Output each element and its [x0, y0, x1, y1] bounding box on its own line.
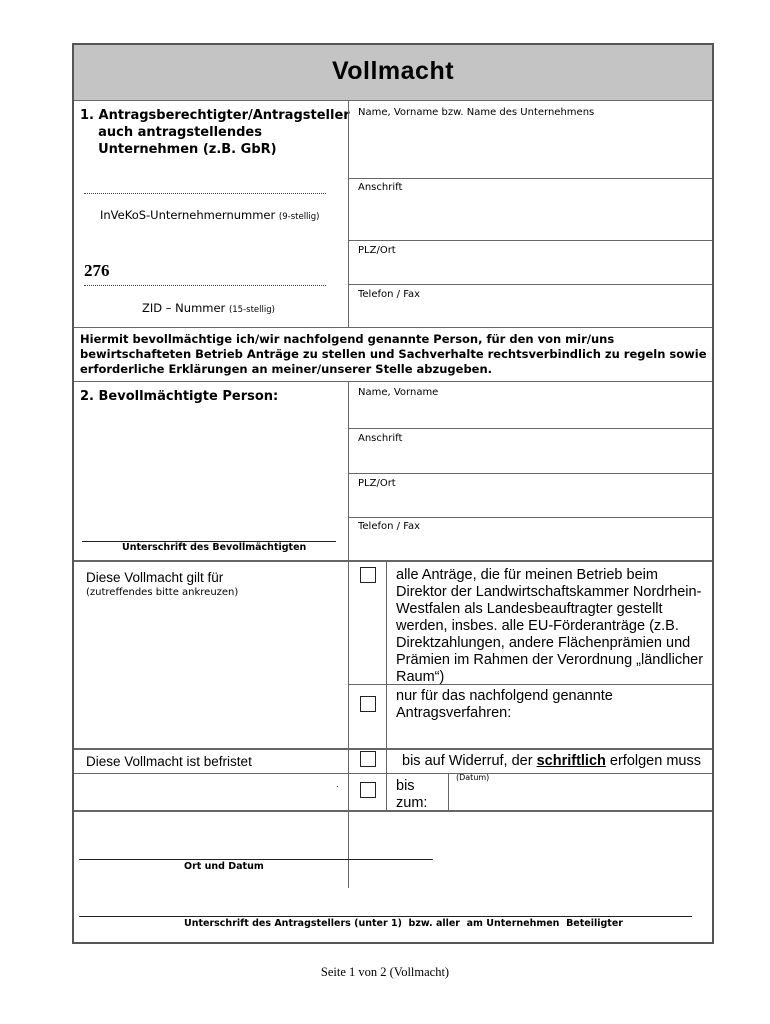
revoke-emphasis: schriftlich	[536, 753, 606, 769]
section1-phone-field[interactable]: Telefon / Fax	[358, 289, 421, 300]
validity-label: Diese Vollmacht gilt für	[86, 570, 224, 585]
page-footer: Seite 1 von 2 (Vollmacht)	[320, 965, 450, 979]
section2-zip-field[interactable]: PLZ/Ort	[358, 478, 396, 489]
section1-name-field[interactable]: Name, Vorname bzw. Name des Unternehmens	[358, 107, 595, 118]
term-label: Diese Vollmacht ist befristet	[86, 754, 252, 769]
option-all-text: alle Anträge, die für meinen Betrieb beim Direktor der Landwirtschaftskammer Nordrhein-Westfalen als Landesbeauftragter gestellt werden, insbes. alle EU-Förderanträge (z.B. Direktzahlungen, andere Flächenprämien und Prämien im Rahmen der Verordnung „ländlicher Raum“)	[396, 567, 704, 685]
validity-hint: (zutreffendes bitte ankreuzen)	[86, 587, 239, 598]
place-date-line	[79, 859, 433, 860]
divider	[74, 773, 712, 774]
divider	[74, 327, 712, 328]
zid-line	[84, 285, 326, 286]
section1-divider	[348, 101, 349, 327]
proxy-form	[72, 43, 714, 944]
until-divider	[448, 773, 449, 810]
applicant-signature-line	[79, 916, 692, 917]
revoke-suffix: erfolgen muss	[605, 753, 701, 769]
zid-hint: (15-stellig)	[228, 305, 275, 315]
applicant-signature-label: Unterschrift des Antragstellers (unter 1) bzw. aller am Unternehmen Beteiligter	[184, 918, 623, 929]
divider	[74, 748, 712, 750]
option-specific-text: nur für das nachfolgend genannte Antragsverfahren:	[396, 688, 613, 721]
until-label: bis zum:	[396, 778, 428, 811]
revoke-checkbox[interactable]	[360, 751, 376, 767]
divider	[74, 381, 712, 382]
divider	[348, 178, 712, 179]
divider	[348, 684, 712, 685]
divider	[348, 428, 712, 429]
form-title: Vollmacht	[331, 57, 455, 85]
until-checkbox[interactable]	[360, 782, 376, 798]
divider	[348, 517, 712, 518]
authorization-text: Hiermit bevollmächtige ich/wir nachfolgend genannte Person, für den von mir/uns bewirtschafteten Betrieb Anträge zu stellen und Sachverhalte rechtsverbindlich zu regeln sowie erforderliche Erklärungen an meiner/unserer Stelle abzugeben.	[80, 332, 707, 376]
agent-signature-label: Unterschrift des Bevollmächtigten	[122, 542, 307, 553]
divider	[348, 284, 712, 285]
divider	[348, 473, 712, 474]
divider	[348, 240, 712, 241]
section2-name-field[interactable]: Name, Vorname	[358, 387, 439, 398]
section1-heading: 1. Antragsberechtigter/Antragsteller auch antragstellendes Unternehmen (z.B. GbR)	[80, 108, 350, 157]
date-hint[interactable]: (Datum)	[456, 773, 490, 782]
section2-heading: 2. Bevollmächtigte Person:	[80, 389, 279, 404]
section2-phone-field[interactable]: Telefon / Fax	[358, 521, 421, 532]
invekos-line	[84, 193, 326, 194]
invekos-label: InVeKoS-Unternehmernummer	[100, 208, 276, 222]
divider	[74, 560, 712, 562]
small-dot: .	[336, 780, 339, 789]
zid-value[interactable]: 276	[84, 261, 110, 280]
zid-label: ZID – Nummer	[142, 301, 226, 315]
section1-zip-field[interactable]: PLZ/Ort	[358, 245, 396, 256]
invekos-hint: (9-stellig)	[278, 212, 320, 222]
section1-address-field[interactable]: Anschrift	[358, 182, 403, 193]
revoke-text	[402, 753, 701, 770]
option-all-checkbox[interactable]	[360, 567, 376, 583]
section2-address-field[interactable]: Anschrift	[358, 433, 403, 444]
option-specific-checkbox[interactable]	[360, 696, 376, 712]
divider	[74, 810, 712, 812]
revoke-prefix: bis auf Widerruf, der	[402, 753, 537, 769]
section2-divider	[348, 381, 349, 561]
zid-label-row	[142, 301, 275, 315]
invekos-label-row	[100, 208, 320, 222]
validity-divider-left	[348, 562, 349, 888]
form-header	[74, 45, 712, 101]
place-date-label: Ort und Datum	[184, 861, 264, 872]
